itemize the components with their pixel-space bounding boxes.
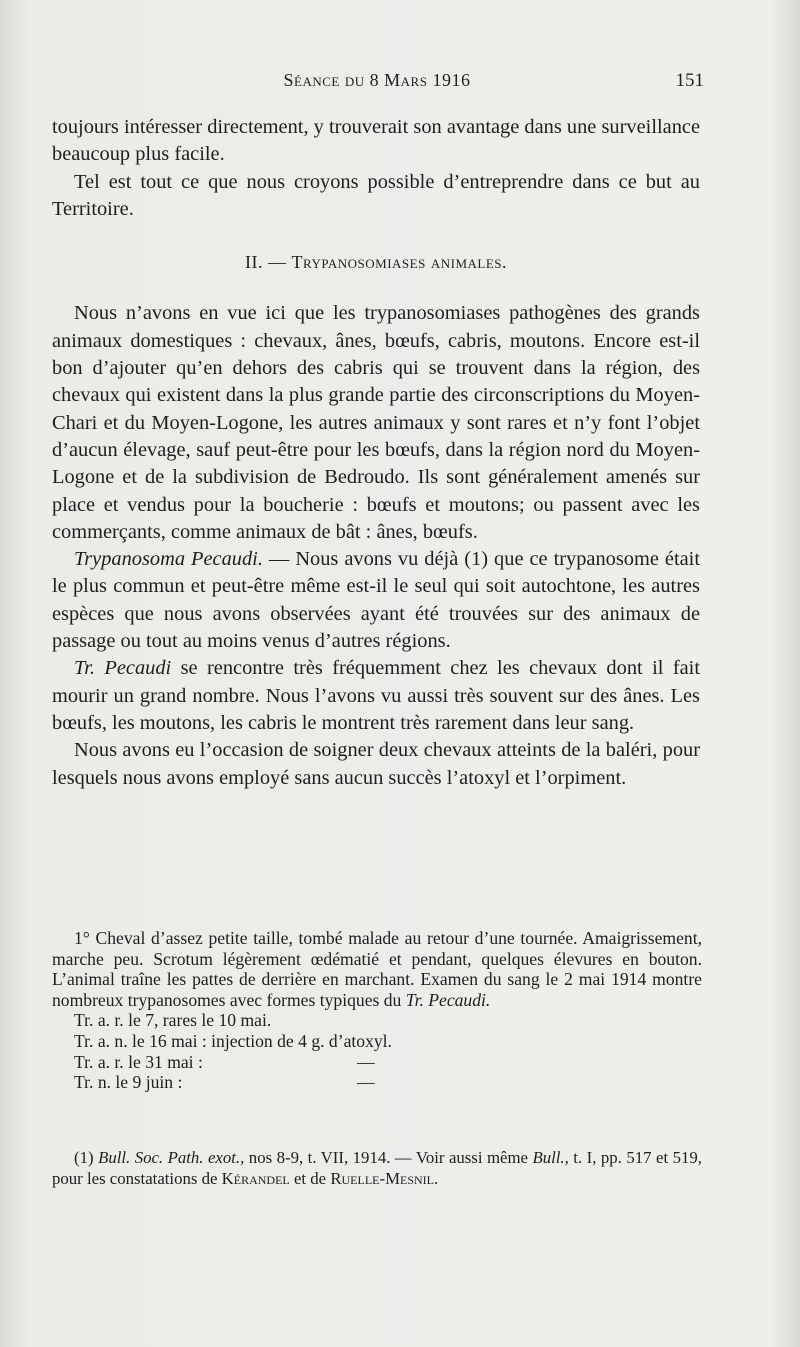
main-text [52, 114, 700, 792]
paragraph-pecaudi [52, 546, 700, 655]
author-name: Ruelle-Mesnil. [330, 1169, 439, 1188]
running-title: Séance du 8 Mars 1916 [283, 70, 471, 90]
observation-row [52, 1010, 702, 1031]
observation-label: Tr. n. le 9 juin : [74, 1072, 183, 1093]
paragraph-text: — Nous avons vu déjà [262, 548, 465, 571]
section-heading [52, 249, 700, 276]
observation-value: — [357, 1072, 375, 1093]
running-head [52, 70, 702, 100]
species-name: Trypanosoma Pecaudi. [74, 548, 263, 571]
case-intro [52, 928, 702, 1010]
author-name: Kérandel [221, 1169, 290, 1188]
observation-label: Tr. a. r. le 31 mai : [74, 1051, 203, 1072]
observation-row [52, 1031, 702, 1052]
paragraph: toujours intéresser directement, y trouverait son avantage dans une surveillance beaucoup plus facile. [52, 116, 700, 166]
footnote-marker: (1) [74, 1148, 99, 1167]
case-text: 1° Cheval d’assez petite taille, tombé malade au retour d’une tournée. Amaigrissement, marche peu. Scrotum légèrement œdématié et pendant, quelques élevures en bouton. L’animal traîne les pattes de derrière en marchant. Examen du sang le 2 mai 1914 montre nombreux trypanosomes avec formes typiques du [52, 928, 702, 1010]
footnote [52, 1147, 702, 1189]
observation-value: — [357, 1051, 375, 1072]
paragraph-text: que ce trypanosome était le plus commun et peut-être même est-il le seul qui soit autochtone, les autres espèces que nous avons observées ayant été trouvées sur des animaux de passage ou tout au moins venus d’autres régions. [52, 548, 701, 653]
observation-label: Tr. a. n. le 16 mai : injection de 4 g. d’atoxyl. [74, 1030, 392, 1051]
paragraph: Nous avons eu l’occasion de soigner deux chevaux atteints de la baléri, pour lesquels nous avons employé sans aucun succès l’atoxyl et l’orpiment. [52, 739, 700, 789]
journal-title: Bull., [532, 1148, 569, 1167]
page-number: 151 [675, 70, 704, 91]
journal-title: Bull. Soc. Path. exot., [98, 1148, 245, 1167]
species-name: Tr. Pecaudi [74, 657, 172, 680]
paragraph-tr-pecaudi [52, 655, 700, 737]
footnote-text-part: t. I, pp. 517 et 519, pour les constatations de [52, 1148, 702, 1188]
observation-row [52, 1072, 702, 1093]
case-report [52, 928, 702, 1093]
footnote-text [52, 1147, 702, 1189]
footnote-ref: (1) [464, 548, 489, 571]
paragraph: Tel est tout ce que nous croyons possible d’entreprendre dans ce but au Territoire. [52, 170, 700, 220]
observation-label: Tr. a. r. le 7, rares le 10 mai. [74, 1010, 272, 1031]
footnote-text-part: nos 8-9, t. VII, 1914. — Voir aussi même [244, 1148, 533, 1167]
species-name: Tr. Pecaudi. [405, 989, 491, 1010]
paragraph-text: se rencontre très fréquemment chez les chevaux dont il fait mourir un grand nombre. Nous l’avons vu aussi très souvent sur des ânes. Les bœufs, les moutons, les cabris le montrent très rarement dans leur sang. [52, 657, 700, 734]
paragraph: Nous n’avons en vue ici que les trypanosomiases pathogènes des grands animaux domestiques : chevaux, ânes, bœufs, cabris, moutons. Encore est-il bon d’ajouter qu’en dehors des cabris qui se trouvent dans la région, des chevaux qui existent dans la plus grande partie des circonscriptions du Moyen-Chari et du Moyen-Logone, les autres animaux y sont rares et n’y font l’objet d’aucun élevage, sauf peut-être pour les bœufs, dans la région nord du Moyen-Logone et de la subdivision de Bedroudo. Ils sont généralement amenés sur place et vendus pour la boucherie : bœufs et moutons; ou passent avec les commerçants, comme animaux de bât : ânes, bœufs. [52, 302, 700, 543]
footnote-text-part: et de [289, 1169, 331, 1188]
observation-row [52, 1052, 702, 1073]
section-number: II. — [245, 252, 287, 273]
section-title: Trypanosomiases animales. [291, 252, 507, 273]
